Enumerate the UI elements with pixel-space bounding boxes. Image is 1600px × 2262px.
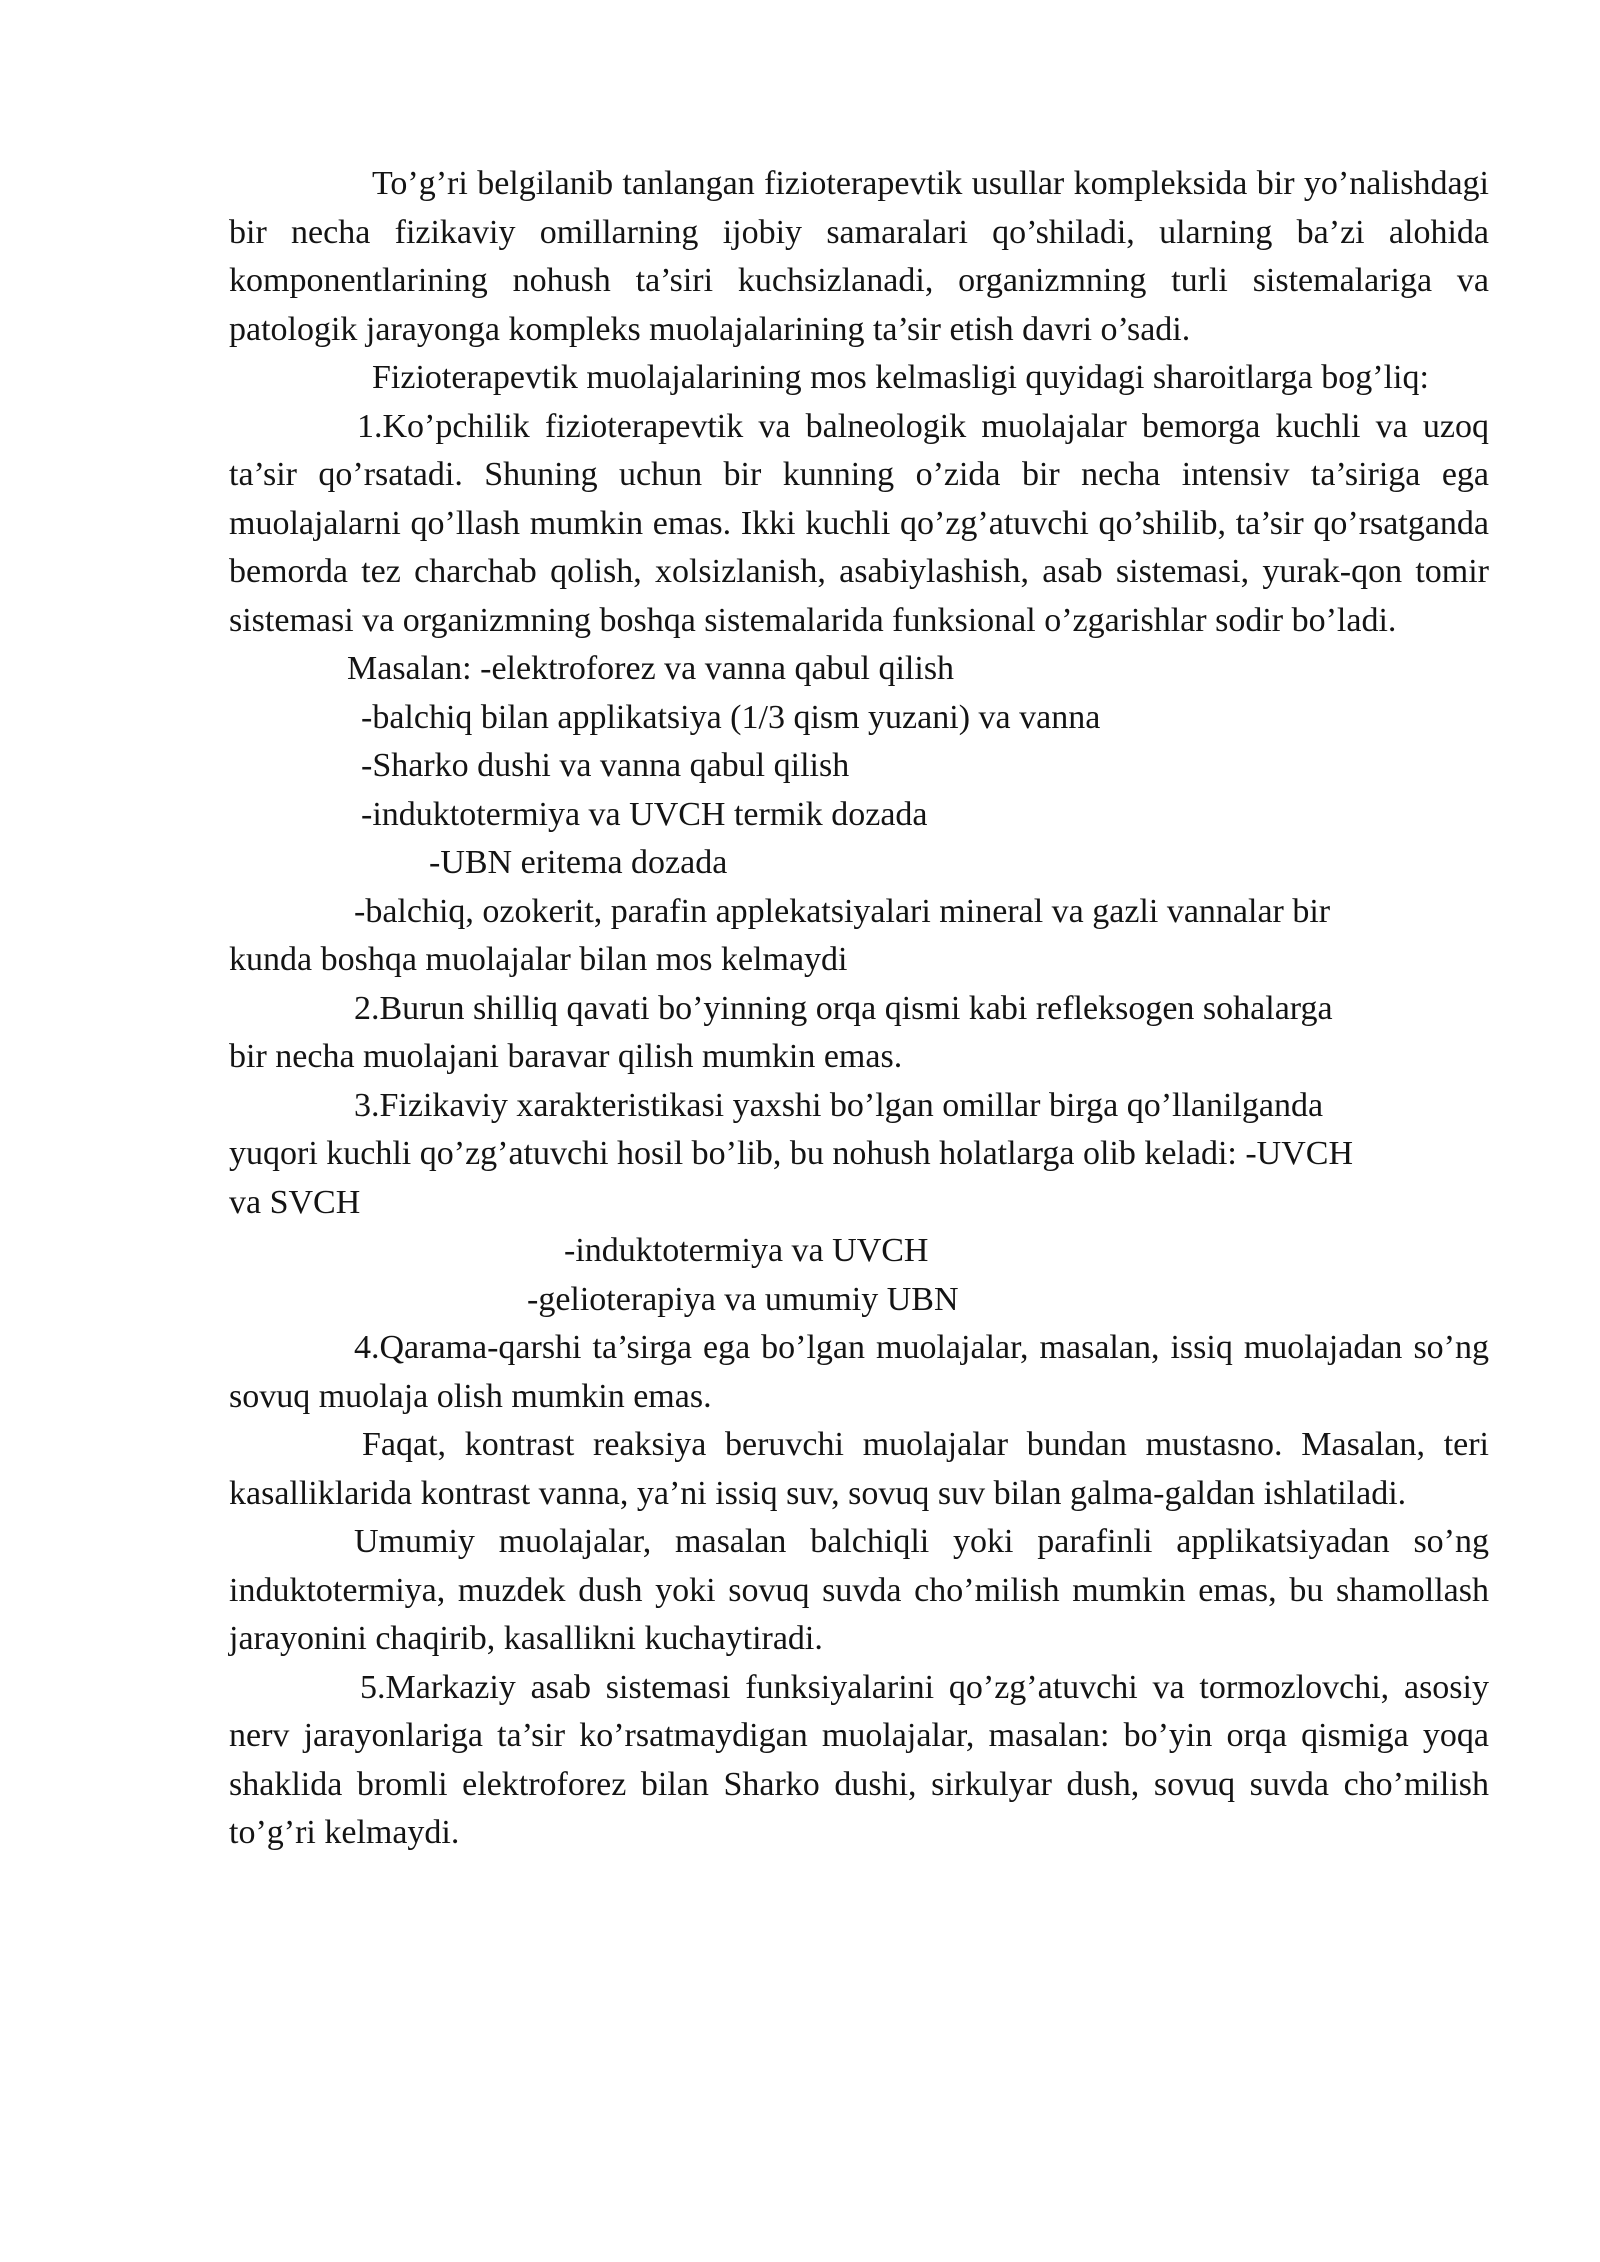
example-line-2: -balchiq bilan applikatsiya (1/3 qism yuzani) va vanna (361, 698, 1101, 736)
paragraph-intro: To’g’ri belgilanib tanlangan fizioterapevtik usullar kompleksida bir yo’nalishdagi bir necha fizikaviy omillarning ijobiy samaralari qo’shiladi, ularning ba’zi alohida komponentlarining nohush ta’siri kuchsizlanadi, organizmning turli sistemalariga va patologik jarayonga kompleks muolajalarining ta’sir etish davri o’sadi. (229, 165, 1489, 348)
example-line-6-continued: kunda boshqa muolajalar bilan mos kelmaydi (229, 941, 848, 978)
paragraph-general-procedures: Umumiy muolajalar, masalan balchiqli yoki parafinli applikatsiyadan so’ng induktotermiya, muzdek dush yoki sovuq suvda cho’milish mumkin emas, bu shamollash jarayonini chaqirib, kasallikni kuchaytiradi. (229, 1523, 1489, 1657)
example-line-5: -UBN eritema dozada (429, 844, 728, 881)
example-line-4: -induktotermiya va UVCH termik dozada (361, 795, 928, 833)
document-body (229, 160, 1489, 1858)
paragraph-incompatibility-conditions: Fizioterapevtik muolajalarining mos kelmasligi quyidagi sharoitlarga bog’liq: (372, 359, 1429, 396)
paragraph-point-2-line-1: 2.Burun shilliq qavati bo’yinning orqa qismi kabi refleksogen sohalarga (354, 989, 1333, 1027)
example-line-1: Masalan: -elektroforez va vanna qabul qilish (347, 650, 955, 687)
paragraph-point-2-line-2: bir necha muolajani baravar qilish mumkin emas. (229, 1038, 903, 1075)
paragraph-point-3-line-2: yuqori kuchli qo’zg’atuvchi hosil bo’lib, bu nohush holatlarga olib keladi: -UVCH (229, 1135, 1354, 1172)
paragraph-point-3-line-3: va SVCH (229, 1183, 361, 1221)
example-line-6: -balchiq, ozokerit, parafin applekatsiyalari mineral va gazli vannalar bir (354, 892, 1331, 930)
paragraph-point-1: 1.Ko’pchilik fizioterapevtik va balneologik muolajalar bemorga kuchli va uzoq ta’sir qo’rsatadi. Shuning uchun bir kunning o’zida bir necha intensiv ta’siriga ega muolajalarni qo’llash mumkin emas. Ikki kuchli qo’zg’atuvchi qo’shilib, ta’sir qo’rsatganda bemorda tez charchab qolish, xolsizlanish, asabiylashish, asab sistemasi, yurak-qon tomir sistemasi va organizmning boshqa sistemalarida funksional o’zgarishlar sodir bo’ladi. (229, 407, 1489, 639)
paragraph-point-3-line-1: 3.Fizikaviy xarakteristikasi yaxshi bo’lgan omillar birga qo’llanilganda (354, 1086, 1324, 1124)
paragraph-contrast-exception: Faqat, kontrast reaksiya beruvchi muolajalar bundan mustasno. Masalan, teri kasalliklarida kontrast vanna, ya’ni issiq suv, sovuq suv bilan galma-galdan ishlatiladi. (229, 1426, 1489, 1512)
paragraph-point-4: 4.Qarama-qarshi ta’sirga ega bo’lgan muolajalar, masalan, issiq muolajadan so’ng sovuq muolaja olish mumkin emas. (229, 1329, 1489, 1415)
paragraph-point-5: 5.Markaziy asab sistemasi funksiyalarini qo’zg’atuvchi va tormozlovchi, asosiy nerv jarayonlariga ta’sir ko’rsatmaydigan muolajalar, masalan: bo’yin orqa qismiga yoqa shaklida bromli elektroforez bilan Sharko dushi, sirkulyar dush, sovuq suvda cho’milish to’g’ri kelmaydi. (229, 1668, 1489, 1851)
example-line-3: -Sharko dushi va vanna qabul qilish (361, 747, 850, 784)
combination-line-2: -gelioterapiya va umumiy UBN (527, 1280, 959, 1318)
combination-line-1: -induktotermiya va UVCH (564, 1232, 929, 1269)
